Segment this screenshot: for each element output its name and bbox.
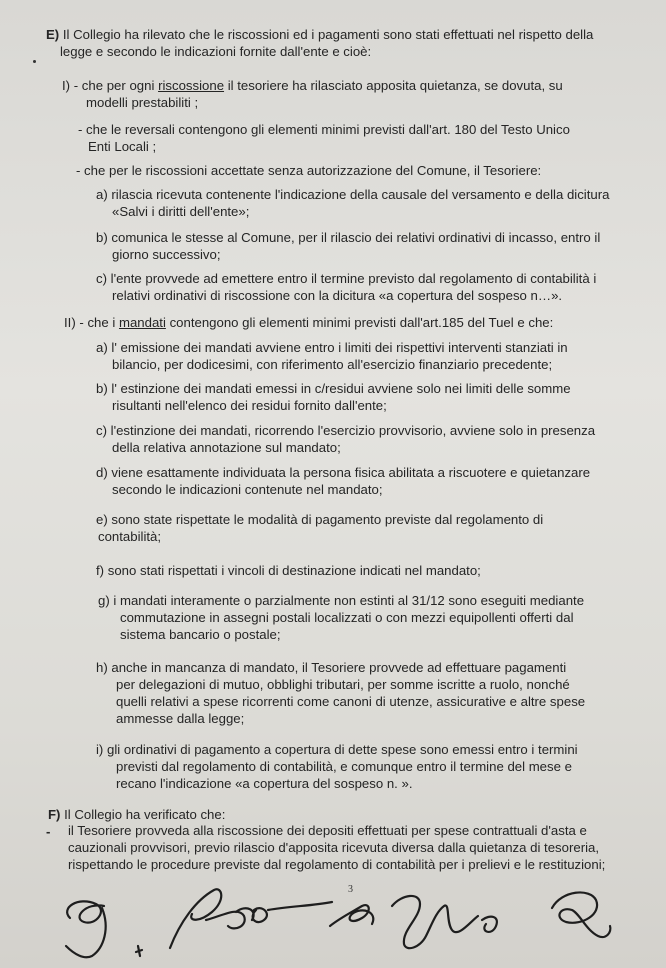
part-2-marker: II) - (64, 315, 84, 330)
part-2-item-h-line-1: h) anche in mancanza di mandato, il Tesoriere provvede ad effettuare pagamenti (96, 660, 567, 675)
part-1-dash-b-line-1: - che per le riscossioni accettate senza autorizzazione del Comune, il Tesoriere: (76, 163, 542, 178)
part-1-marker: I) - (62, 78, 79, 93)
signature-5 (552, 892, 610, 937)
page-number: 3 (348, 884, 353, 895)
part-2-line-1 (64, 315, 553, 331)
part-1-underlined-word: riscossione (158, 78, 225, 93)
part-2-item-h-line-3: quelli relativi a spese ricorrenti come canoni di utenze, assicurative e altre spese (116, 694, 586, 709)
part-1-dash-a-line-1: - che le reversali contengono gli elementi minimi previsti dall'art. 180 del Testo Unico (78, 122, 570, 137)
part-2-text-b: contengono gli elementi minimi previsti dall'art.185 del Tuel e che: (169, 315, 554, 330)
section-f-bullet: - (46, 824, 51, 839)
part-2-item-h-line-4: ammesse dalla legge; (116, 711, 245, 726)
part-2-item-d-line-1: d) viene esattamente individuata la persona fisica abilitata a riscuotere e quietanzare (96, 465, 591, 480)
handwritten-signatures (0, 860, 666, 968)
section-f-line-1: il Tesoriere provveda alla riscossione dei depositi effettuati per spese contrattuali d'asta e (68, 823, 587, 838)
signature-4 (392, 896, 497, 948)
section-e-intro-line-2: legge e secondo le indicazioni fornite dall'ente e cioè: (60, 44, 372, 59)
signature-3 (330, 905, 373, 926)
part-1-line-1 (62, 78, 563, 94)
section-f-heading (48, 807, 225, 823)
part-2-item-c-line-1: c) l'estinzione dei mandati, ricorrendo l'esercizio provvisorio, avviene solo in presenza (96, 423, 596, 438)
part-2-item-c-line-2: della relativa annotazione sul mandato; (112, 440, 341, 455)
part-2-item-f-line-1: f) sono stati rispettati i vincoli di destinazione indicati nel mandato; (96, 563, 481, 578)
part-2-underlined-word: mandati (118, 315, 166, 330)
part-2-text-a: che i (87, 315, 116, 330)
part-1-text-a: che per ogni (81, 78, 155, 93)
part-2-item-e-line-1: e) sono state rispettate le modalità di pagamento previste dal regolamento di (96, 512, 544, 527)
part-2-item-i-line-1: i) gli ordinativi di pagamento a copertura di dette spese sono emessi entro i termini (96, 742, 578, 757)
section-f-line-3: rispettando le procedure previste dal regolamento di contabilità per i prelievi e le restituzioni; (68, 857, 606, 872)
section-f-marker: F) (48, 807, 61, 822)
part-2-item-a-line-1: a) l' emissione dei mandati avviene entro i limiti dei rispettivi interventi stanziati in (96, 340, 568, 355)
section-f-intro: Il Collegio ha verificato che: (64, 807, 226, 822)
part-2-item-g-line-2: commutazione in assegni postali localizzati o con mezzi equipollenti offerti dal (120, 610, 574, 625)
part-2-item-b-line-2: risultanti nell'elenco dei residui fornito dall'ente; (112, 398, 387, 413)
margin-dot (33, 60, 36, 63)
part-2-item-i-line-2: previsti dal regolamento di contabilità, e comunque entro il termine del mese e (116, 759, 572, 774)
part-1-item-a-line-1: a) rilascia ricevuta contenente l'indicazione della causale del versamento e della dicitura (96, 187, 610, 202)
part-1-item-a-line-2: «Salvi i diritti dell'ente»; (112, 204, 250, 219)
section-e-heading (46, 27, 593, 43)
part-2-item-a-line-2: bilancio, per dodicesimi, con riferimento all'esercizio finanziario precedente; (112, 357, 553, 372)
part-2-item-g-line-3: sistema bancario o postale; (120, 627, 281, 642)
part-1-line-2: modelli prestabiliti ; (86, 95, 199, 110)
part-2-item-d-line-2: secondo le indicazioni contenute nel mandato; (112, 482, 383, 497)
part-2-item-i-line-3: recano l'indicazione «a copertura del sospeso n. ». (116, 776, 413, 791)
part-1-item-c-line-1: c) l'ente provvede ad emettere entro il termine previsto dal regolamento di contabilità i (96, 271, 597, 286)
signature-1 (66, 901, 106, 957)
part-1-dash-a-line-2: Enti Locali ; (88, 139, 157, 154)
section-f-line-2: cauzionali provvisori, previo rilascio d'apposita ricevuta diversa dalla quietanza di tesoreria, (68, 840, 600, 855)
part-1-item-b-line-2: giorno successivo; (112, 247, 221, 262)
part-2-item-b-line-1: b) l' estinzione dei mandati emessi in c/residui avviene solo nei limiti delle somme (96, 381, 571, 396)
part-1-item-b-line-1: b) comunica le stesse al Comune, per il rilascio dei relativi ordinativi di incasso, entro il (96, 230, 601, 245)
signature-1-mark (136, 946, 142, 956)
part-2-item-h-line-2: per delegazioni di mutuo, obblighi tributari, per somme iscritte a ruolo, nonché (116, 677, 570, 692)
part-1-item-c-line-2: relativi ordinativi di riscossione con la dicitura «a copertura del sospeso n…». (112, 288, 563, 303)
part-1-text-b: il tesoriere ha rilasciato apposita quietanza, se dovuta, su (227, 78, 563, 93)
section-e-intro-line-1: Il Collegio ha rilevato che le riscossioni ed i pagamenti sono stati effettuati nel rispetto della (62, 27, 594, 42)
part-2-item-g-line-1: g) i mandati interamente o parzialmente non estinti al 31/12 sono eseguiti mediante (98, 593, 585, 608)
signature-2 (170, 889, 332, 948)
part-2-item-e-line-2: contabilità; (98, 529, 162, 544)
section-e-marker: E) (46, 27, 60, 42)
